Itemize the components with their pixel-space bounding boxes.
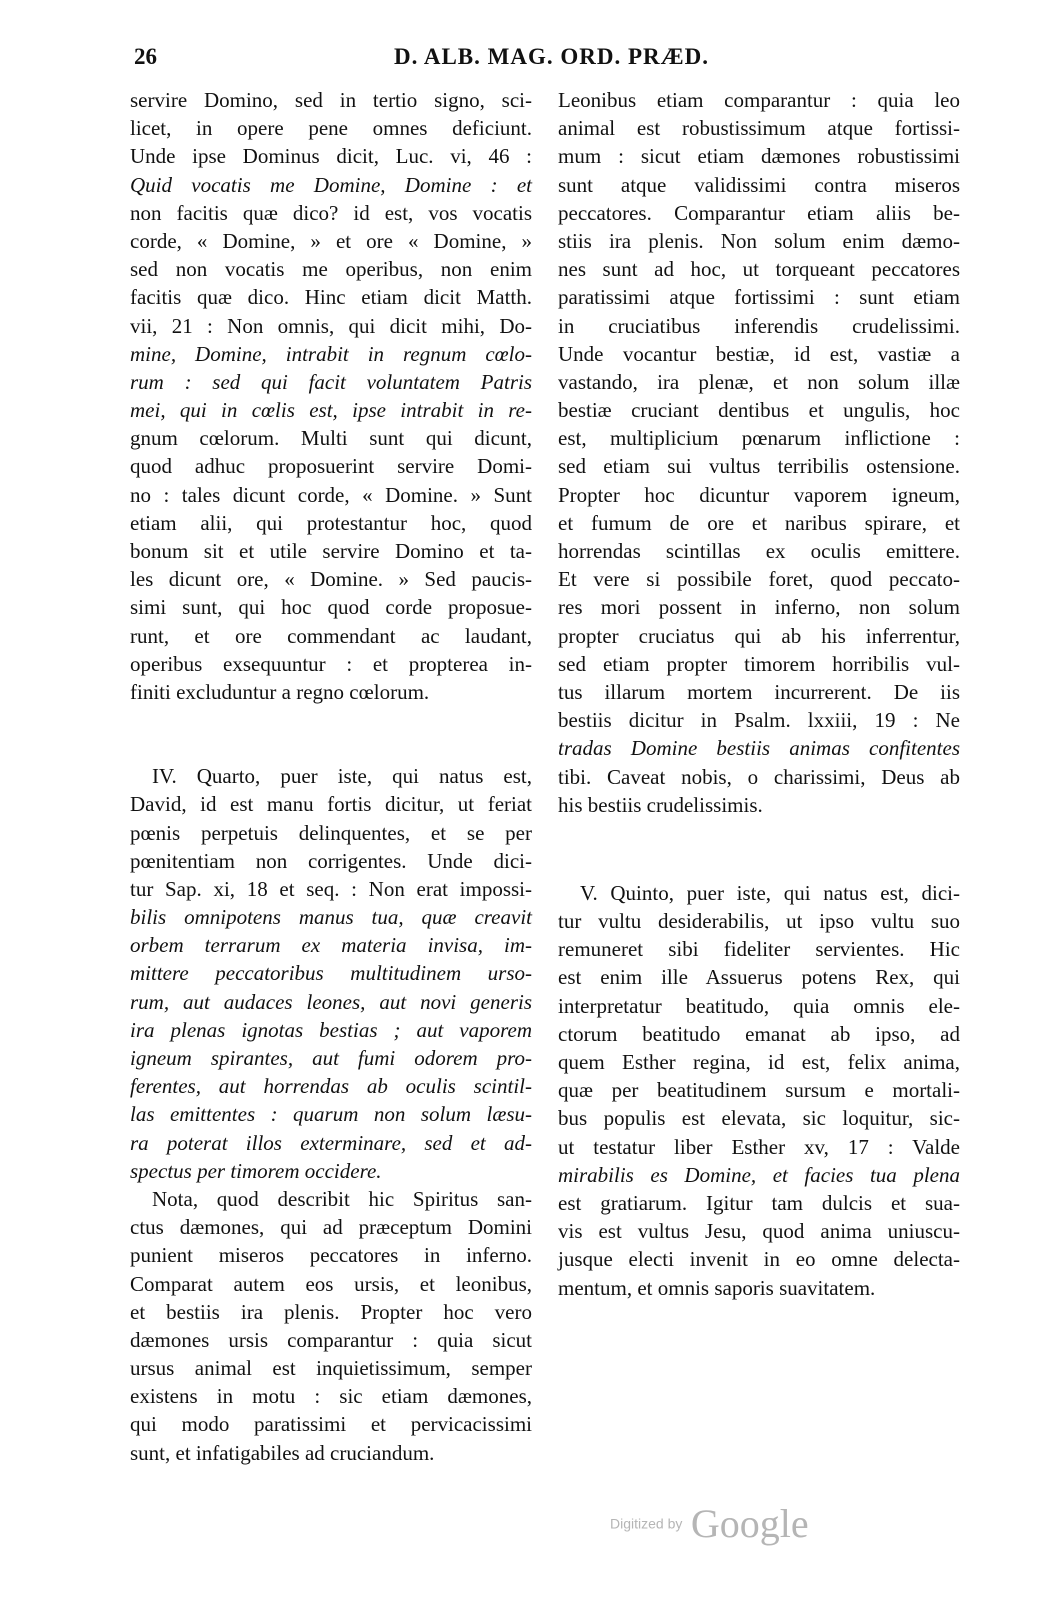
text-line: finiti excluduntur a regno cœlorum. xyxy=(130,679,430,704)
text-line: tibi. Caveat nobis, o charissimi, Deus ab xyxy=(558,764,960,789)
page-header xyxy=(0,40,1062,80)
text-line: ut testatur liber Esther xv, 17 : Valde xyxy=(558,1134,960,1159)
text-line xyxy=(130,931,532,959)
text-line: in cruciatibus inferendis crudelissimi. xyxy=(558,313,960,338)
text-line: paratissimi atque fortissimi : sunt etiam xyxy=(558,285,960,310)
text-line: les dicunt ore, « Domine. » Sed paucis- xyxy=(130,567,532,592)
text-line xyxy=(558,734,960,762)
google-watermark xyxy=(610,1500,809,1547)
text-line: sed etiam propter timorem horribilis vul- xyxy=(558,651,960,676)
text-line: gnum cœlorum. Multi sunt qui dicunt, xyxy=(130,426,532,451)
text-line: jusque electi invenit in eo omne delecta- xyxy=(558,1247,960,1272)
text-line xyxy=(130,1072,532,1100)
text-line: bestiæ cruciant dentibus et ungulis, hoc xyxy=(558,398,960,423)
quote-text: rum, aut audaces leones, aut novi generis xyxy=(130,989,532,1014)
text-line: peccatores. Comparantur etiam aliis be- xyxy=(558,200,960,225)
paragraph xyxy=(130,762,532,1185)
text-line: tus illarum mortem incurrerent. De iis xyxy=(558,679,960,704)
text-line xyxy=(130,368,532,396)
text-line: tur vultu desiderabilis, ut ipso vultu suo xyxy=(558,909,960,934)
text-line xyxy=(558,1161,960,1189)
paragraph xyxy=(558,879,960,1302)
google-logo: Google xyxy=(690,1501,809,1546)
quote-text: rum : sed qui facit voluntatem Patris xyxy=(130,369,532,394)
text-line xyxy=(130,340,532,368)
text-line: quæ per beatitudinem sursum e mortali- xyxy=(558,1078,960,1103)
watermark-caption: Digitized by xyxy=(610,1515,683,1532)
text-line: remuneret sibi fideliter servientes. Hic xyxy=(558,937,960,962)
text-line: pœnis perpetuis delinquentes, et se per xyxy=(130,820,532,845)
text-line: et fumum de ore et naribus spirare, et xyxy=(558,510,960,535)
text-line: operibus exsequuntur : et propterea in- xyxy=(130,651,532,676)
text-line xyxy=(130,1044,532,1072)
text-line: his bestiis crudelissimis. xyxy=(558,792,763,817)
text-line: corde, « Domine, » et ore « Domine, » xyxy=(130,228,532,253)
text-line: propter cruciatus qui ab his inferrentur, xyxy=(558,623,960,648)
text-line: bus populis est elevata, sic loquitur, sic- xyxy=(558,1106,960,1131)
text-line: runt, et ore commendant ac laudant, xyxy=(130,623,532,648)
quote-text: spectus per timorem occidere. xyxy=(130,1158,382,1183)
paragraph xyxy=(130,1185,532,1467)
text-line: simi sunt, qui hoc quod corde proposue- xyxy=(130,595,532,620)
page-number: 26 xyxy=(134,44,157,69)
text-line: mentum, et omnis saporis suavitatem. xyxy=(558,1275,876,1300)
quote-text: mei, qui in cœlis est, ipse intrabit in re- xyxy=(130,398,532,423)
paragraph-gap xyxy=(558,819,960,879)
text-line xyxy=(130,1100,532,1128)
text-line: IV. Quarto, puer iste, qui natus est, xyxy=(152,764,532,789)
text-line: ctorum beatitudo emanat ab ipso, ad xyxy=(558,1021,960,1046)
text-line: David, id est manu fortis dicitur, ut feriat xyxy=(130,792,532,817)
text-line: vastando, ira plenæ, et non solum illæ xyxy=(558,369,960,394)
text-line xyxy=(130,903,532,931)
text-line: tur Sap. xi, 18 et seq. : Non erat impossi- xyxy=(130,876,532,901)
text-line: stiis ira plenis. Non solum enim dæmo- xyxy=(558,228,960,253)
text-line: animal est robustissimum atque fortissi- xyxy=(558,116,960,141)
text-line: quod adhuc proposuerint servire Domi- xyxy=(130,454,532,479)
text-line: est gratiarum. Igitur tam dulcis et sua- xyxy=(558,1190,960,1215)
left-column xyxy=(130,86,532,1467)
text-line: interpretatur beatitudo, quia omnis ele- xyxy=(558,993,960,1018)
quote-text: mittere peccatoribus multitudinem urso- xyxy=(130,961,532,986)
quote-text: mine, Domine, intrabit in regnum cœlo- xyxy=(130,341,532,366)
text-line: sunt, et infatigabiles ad cruciandum. xyxy=(130,1440,435,1465)
text-line: Et vere si possibile foret, quod peccato- xyxy=(558,567,960,592)
text-line: bonum sit et utile servire Domino et ta- xyxy=(130,539,532,563)
text-line: sunt atque validissimi contra miseros xyxy=(558,172,960,197)
text-line: Unde ipse Dominus dicit, Luc. vi, 46 : xyxy=(130,144,532,169)
text-line: Unde vocantur bestiæ, id est, vastiæ a xyxy=(558,341,960,366)
text-line: licet, in opere pene omnes deficiunt. xyxy=(130,116,532,141)
text-line: quem Esther regina, id est, felix anima, xyxy=(558,1050,960,1074)
text-line: est, multiplicium pœnarum inflictione : xyxy=(558,426,960,451)
text-line: ctus dæmones, qui ad præceptum Domini xyxy=(130,1215,532,1240)
text-line: sed etiam sui vultus terribilis ostensione. xyxy=(558,454,960,479)
paragraph xyxy=(558,86,960,819)
text-line: non facitis quæ dico? id est, vos vocatis xyxy=(130,200,532,225)
text-line: V. Quinto, puer iste, qui natus est, dici- xyxy=(580,880,960,905)
running-head: D. ALB. MAG. ORD. PRÆD. xyxy=(394,44,709,69)
text-line: pœnitentiam non corrigentes. Unde dici- xyxy=(130,848,532,873)
text-line xyxy=(130,1157,532,1185)
text-line: Propter hoc dicuntur vaporem igneum, xyxy=(558,482,960,507)
text-line: ursus animal est inquietissimum, semper xyxy=(130,1356,532,1381)
text-line xyxy=(130,171,532,199)
text-line: Nota, quod describit hic Spiritus san- xyxy=(152,1186,532,1211)
quote-text: orbem terrarum ex materia invisa, im- xyxy=(130,933,532,958)
text-line xyxy=(130,988,532,1016)
text-line xyxy=(130,1129,532,1157)
quote-text: Quid vocatis me Domine, Domine : et xyxy=(130,172,532,197)
text-line: mum : sicut etiam dæmones robustissimi xyxy=(558,144,960,169)
text-line: Leonibus etiam comparantur : quia leo xyxy=(558,88,960,112)
text-line xyxy=(130,959,532,987)
quote-text: ferentes, aut horrendas ab oculis scintil- xyxy=(130,1074,532,1099)
text-line: no : tales dicunt corde, « Domine. » Sunt xyxy=(130,482,532,507)
text-line: servire Domino, sed in tertio signo, sci- xyxy=(130,88,532,112)
text-line: punient miseros peccatores in inferno. xyxy=(130,1243,532,1268)
right-column xyxy=(558,86,960,1302)
text-line xyxy=(130,1016,532,1044)
text-line: sed non vocatis me operibus, non enim xyxy=(130,257,532,282)
quote-text: ra poterat illos exterminare, sed et ad- xyxy=(130,1130,532,1155)
quote-text: bilis omnipotens manus tua, quæ creavit xyxy=(130,905,532,930)
text-line xyxy=(130,396,532,424)
quote-text: las emittentes : quarum non solum læsu- xyxy=(130,1102,532,1127)
text-line: qui modo paratissimi et pervicacissimi xyxy=(130,1412,532,1437)
quote-text: mirabilis es Domine, et facies tua plena xyxy=(558,1162,960,1187)
text-line: facitis quæ dico. Hinc etiam dicit Matth. xyxy=(130,285,532,310)
text-line: nes sunt ad hoc, ut torqueant peccatores xyxy=(558,257,960,282)
paragraph xyxy=(130,86,532,706)
paragraph-gap xyxy=(130,706,532,762)
text-line: Comparat autem eos ursis, et leonibus, xyxy=(130,1271,532,1296)
quote-text: igneum spirantes, aut fumi odorem pro- xyxy=(130,1046,532,1070)
text-line: res mori possent in inferno, non solum xyxy=(558,595,960,620)
quote-text: tradas Domine bestiis animas confitentes xyxy=(558,736,960,761)
text-line: horrendas scintillas ex oculis emittere. xyxy=(558,539,960,563)
text-line: etiam alii, qui protestantur hoc, quod xyxy=(130,510,532,535)
text-line: dæmones ursis comparantur : quia sicut xyxy=(130,1327,532,1352)
text-line: existens in motu : sic etiam dæmones, xyxy=(130,1384,532,1409)
text-line: est enim ille Assuerus potens Rex, qui xyxy=(558,965,960,990)
text-line: vii, 21 : Non omnis, qui dicit mihi, Do- xyxy=(130,313,532,338)
text-line: et bestiis ira plenis. Propter hoc vero xyxy=(130,1299,532,1324)
text-line: vis est vultus Jesu, quod anima uniuscu- xyxy=(558,1219,960,1244)
quote-text: ira plenas ignotas bestias ; aut vaporem xyxy=(130,1017,532,1042)
text-line: bestiis dicitur in Psalm. lxxiii, 19 : Ne xyxy=(558,708,960,733)
